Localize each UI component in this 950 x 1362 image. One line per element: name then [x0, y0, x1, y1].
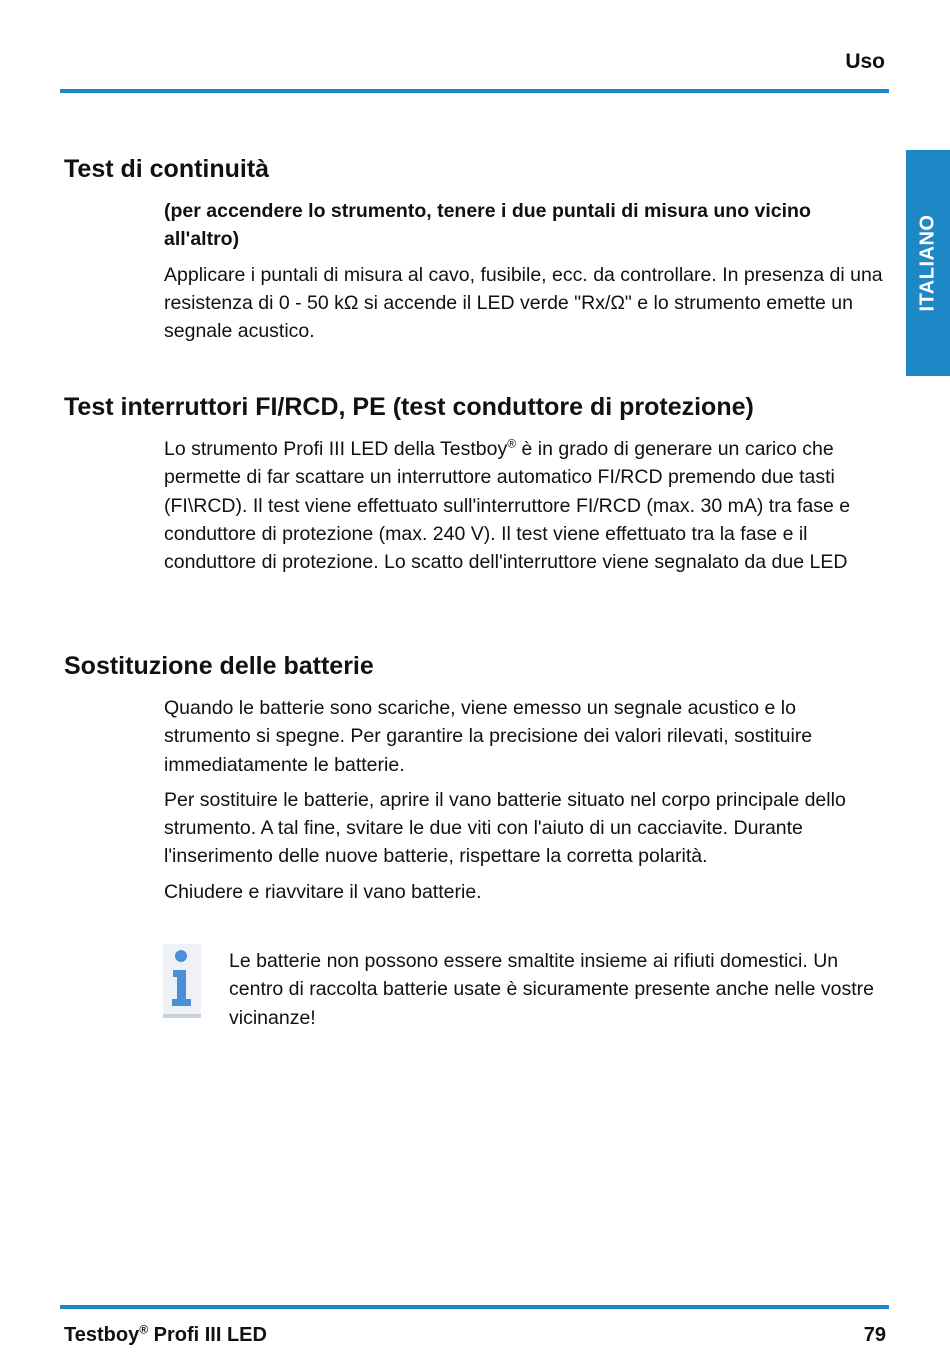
language-tab-label: ITALIANO: [916, 214, 939, 312]
section-body-rcd-test: [164, 435, 886, 583]
footer-rule: [60, 1305, 889, 1309]
footer-registered-mark: ®: [139, 1322, 149, 1337]
registered-mark: ®: [507, 436, 517, 451]
rcd-text-start: Lo strumento Profi III LED della Testboy: [164, 438, 508, 460]
battery-disposal-note: Le batterie non possono essere smaltite insieme ai rifiuti domestici. Un centro di raccolta batterie usate è sicuramente presente anche nelle vostre vicinanze!: [229, 950, 874, 1029]
info-icon: [163, 944, 201, 1018]
rcd-test-description: [164, 435, 886, 576]
battery-paragraph-2: Per sostituire le batterie, aprire il vano batterie situato nel corpo principale dello strumento. A tal fine, svitare le due viti con l'aiuto di un cacciavite. Durante l'inserimento delle nuove batterie, rispettare la corretta polarità.: [164, 788, 846, 868]
section-body-continuity: [164, 197, 886, 352]
section-body-battery: [164, 694, 886, 913]
footer-brand: Testboy: [64, 1324, 140, 1346]
battery-paragraph-1: Quando le batterie sono scariche, viene emesso un segnale acustico e lo strumento si spegne. Per garantire la precisione dei valori rilevati, sostituire immediatamente le batterie.: [164, 697, 813, 776]
header-section-title: Uso: [845, 50, 885, 73]
page-number: 79: [863, 1324, 886, 1346]
footer-product: Profi III LED: [148, 1324, 267, 1346]
language-side-tab: [906, 150, 950, 376]
section-heading-battery: Sostituzione delle batterie: [64, 652, 374, 680]
footer-product-title: [64, 1324, 267, 1347]
battery-paragraph-3: Chiudere e riavvitare il vano batterie.: [164, 880, 482, 903]
continuity-description: Applicare i puntali di misura al cavo, fusibile, ecc. da controllare. In presenza di una resistenza di 0 - 50 kΩ si accende il LED verde "Rx/Ω" e lo strumento emette un segnale acustico.: [164, 263, 883, 343]
section-heading-continuity: Test di continuità: [64, 155, 270, 183]
section-heading-rcd-test: Test interruttori FI/RCD, PE (test conduttore di protezione): [64, 393, 754, 421]
header-rule: [60, 89, 889, 93]
continuity-instruction: (per accendere lo strumento, tenere i due puntali di misura uno vicino all'altro): [164, 200, 811, 251]
rcd-text-end: è in grado di generare un carico che permette di far scattare un interruttore automatico FI/RCD premendo due tasti (FI\RCD). Il test viene effettuato sull'interruttore FI/RCD (max. 30 mA) tra fase e conduttore di protezione (max. 240 V). Il test viene effettuato tra la fase e il conduttore di protezione. Lo scatto dell'interruttore viene segnalato da due LED: [164, 438, 851, 574]
